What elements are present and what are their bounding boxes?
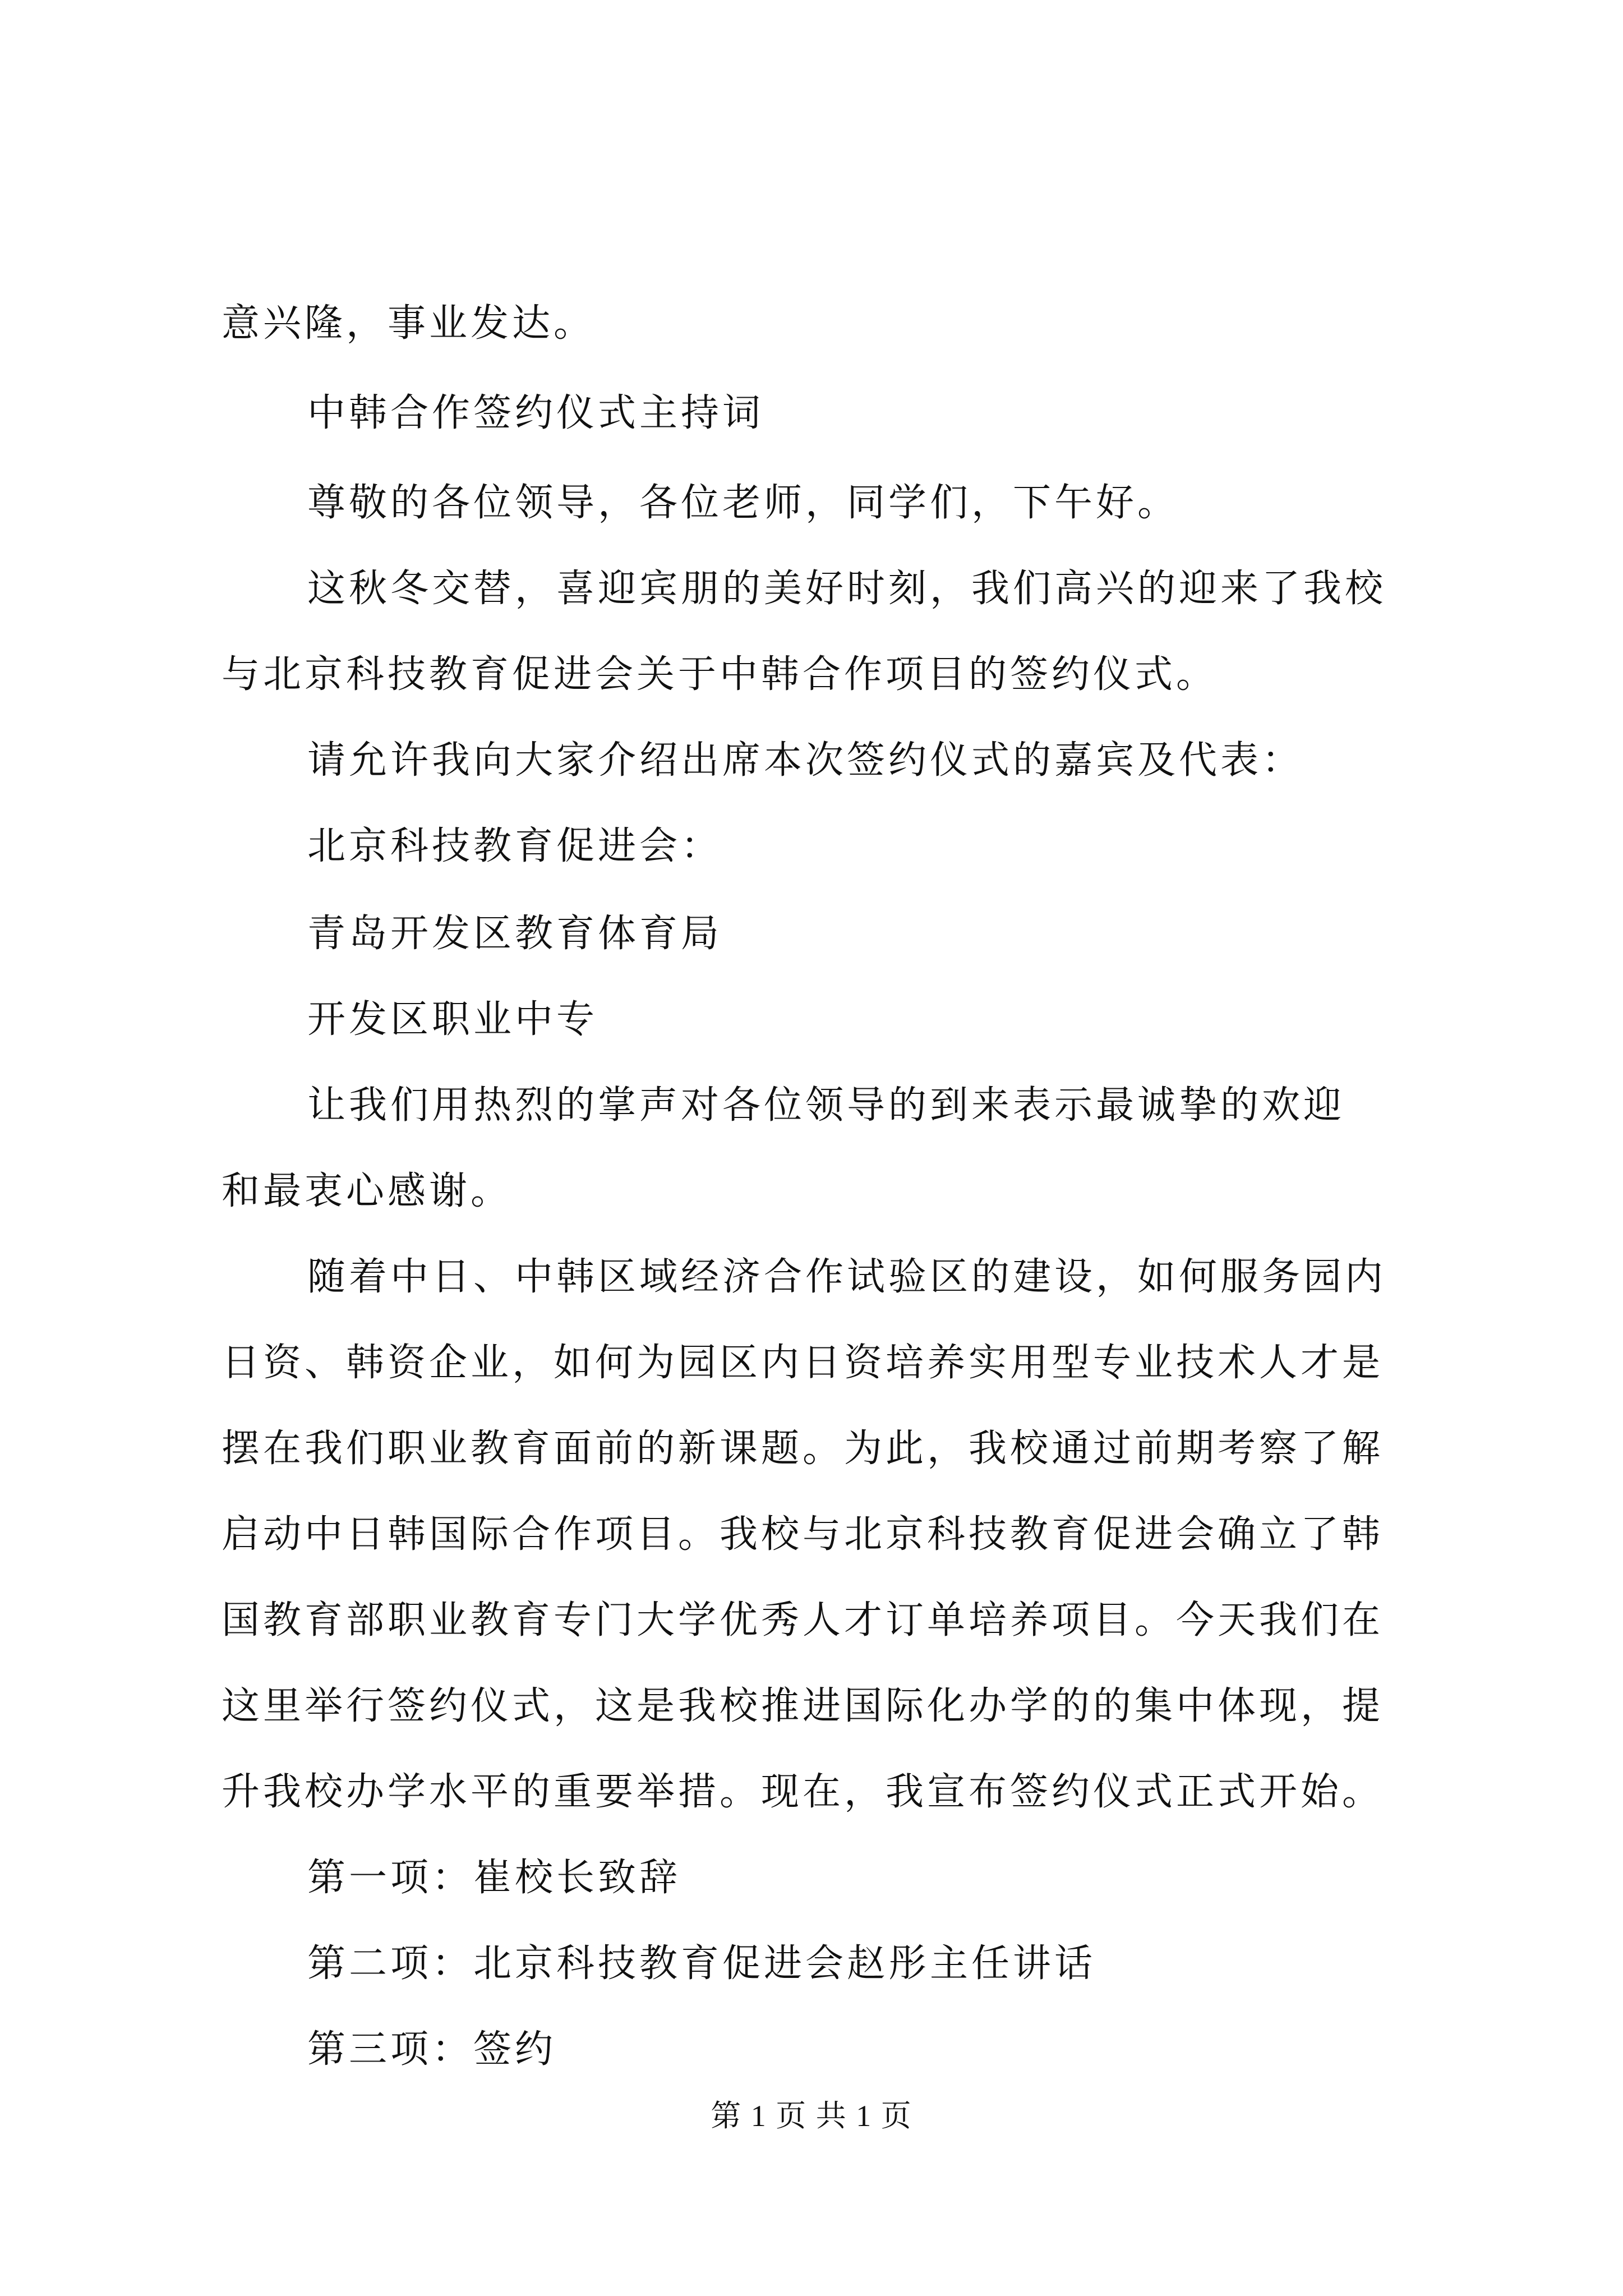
page-number: 第 1 页 共 1 页 — [711, 2099, 912, 2133]
text-line: 国教育部职业教育专门大学优秀人才订单培养项目。今天我们在 — [222, 1598, 1384, 1642]
agenda-item: 第三项：签约 — [307, 2027, 557, 2072]
text-line: 和最衷心感谢。 — [222, 1169, 513, 1213]
text-line: 随着中日、中韩区域经济合作试验区的建设，如何服务园内 — [307, 1255, 1387, 1299]
text-line: 启动中日韩国际合作项目。我校与北京科技教育促进会确立了韩 — [222, 1512, 1384, 1557]
text-line: 摆在我们职业教育面前的新课题。为此，我校通过前期考察了解 — [222, 1427, 1384, 1471]
text-line: 日资、韩资企业，如何为园区内日资培养实用型专业技术人才是 — [222, 1341, 1384, 1385]
agenda-item: 第一项：崔校长致辞 — [307, 1856, 681, 1900]
text-line: 这秋冬交替，喜迎宾朋的美好时刻，我们高兴的迎来了我校 — [307, 567, 1387, 611]
text-line: 北京科技教育促进会： — [307, 824, 723, 868]
text-line: 请允许我向大家介绍出席本次签约仪式的嘉宾及代表： — [307, 738, 1304, 783]
text-line: 升我校办学水平的重要举措。现在，我宣布签约仪式正式开始。 — [222, 1770, 1384, 1814]
text-line: 尊敬的各位领导，各位老师，同学们，下午好。 — [307, 481, 1179, 525]
text-line: 青岛开发区教育体育局 — [307, 912, 723, 956]
section-heading: 中韩合作签约仪式主持词 — [307, 391, 764, 435]
text-line: 开发区职业中专 — [307, 997, 598, 1042]
agenda-item: 第二项：北京科技教育促进会赵彤主任讲话 — [307, 1941, 1096, 1986]
text-line: 意兴隆，事业发达。 — [222, 301, 596, 346]
text-line: 与北京科技教育促进会关于中韩合作项目的签约仪式。 — [222, 652, 1218, 697]
text-line: 让我们用热烈的掌声对各位领导的到来表示最诚挚的欢迎 — [307, 1083, 1345, 1128]
text-line: 这里举行签约仪式，这是我校推进国际化办学的的集中体现，提 — [222, 1684, 1384, 1728]
